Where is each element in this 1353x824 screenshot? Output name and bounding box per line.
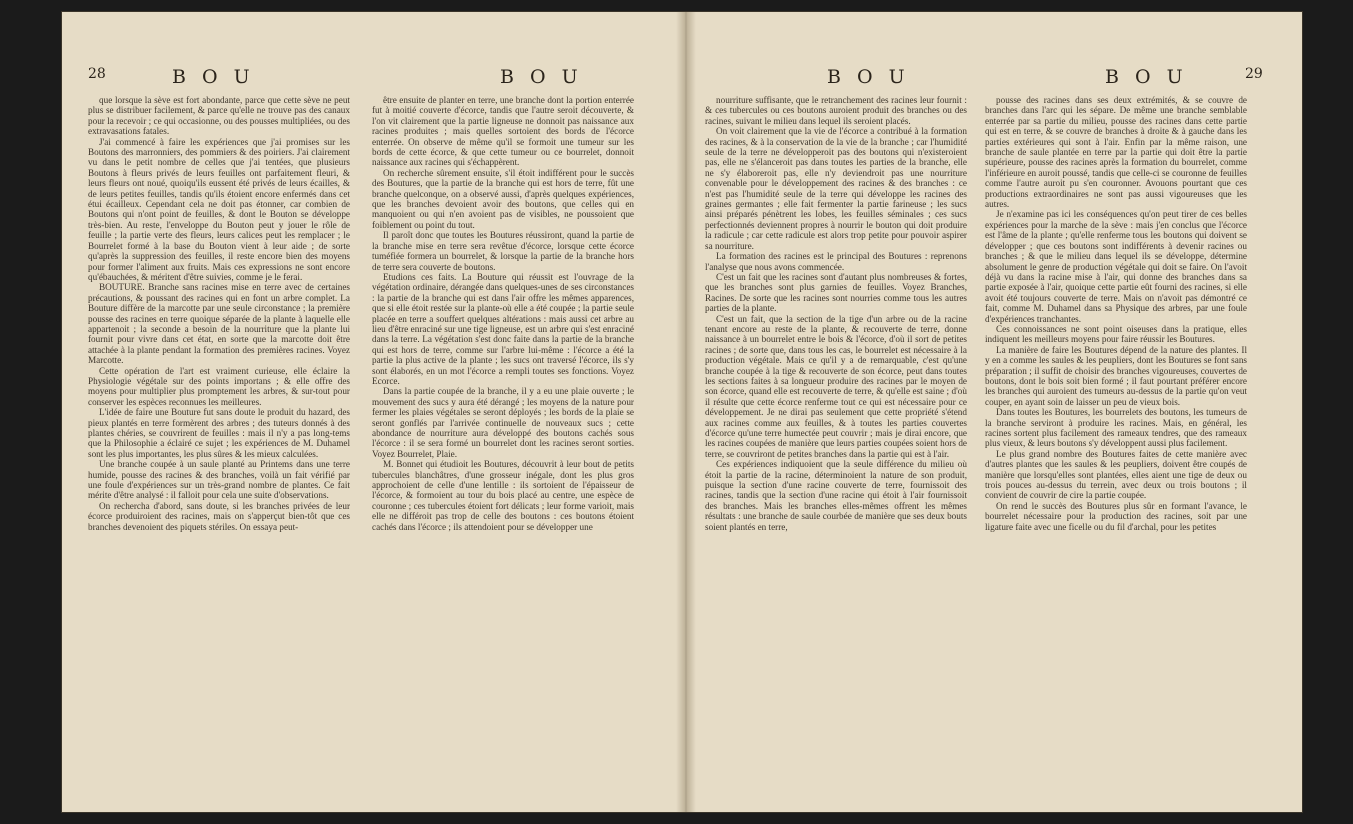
paragraph: Etudions ces faits. La Bouture qui réussit est l'ouvrage de la végétation ordinaire, dérangée dans quelques-unes de ses circonstances : la partie de la branche qui est dans l'air offre les mêmes apparences, que si elle étoit restée sur la plante-où elle a été coupée ; la partie seule placée en terre a souffert quelques altérations : mais aussi cet arbre au lieu d'être enraciné sur une tige ligneuse, est un arbre qui s'est enraciné dans la terre. La végétation s'est donc faite dans la partie de la branche qui est hors de terre, comme sur l'arbre lui-même : l'écorce a été la partie la plus active de la plante ; les sucs ont traversé l'écorce, ils s'y sont élaborés, en un mot l'écorce a rempli toutes ses fonctions. Voyez Ecorce. (372, 271, 634, 386)
running-head: B O U (172, 66, 255, 88)
paragraph: La manière de faire les Boutures dépend de la nature des plantes. Il y en a comme les saules & les peupliers, dont les Boutures se font sans préparation ; il suffit de choisir des branches vigoureuses, couvertes de boutons, dont le bois soit bien formé ; il faut pourtant préférer encore les branches qui auroient des tumeurs au-dessus de la partie qu'on veut couper, en ayant soin de laisser un peu de vieux bois. (985, 344, 1247, 407)
paragraph: Ces expériences indiquoient que la seule différence du milieu où étoit la partie de la racine, déterminoient la nature de son produit, puisque la section d'une racine couverte de terre, fournissoit des racines, tandis que la section d'une racine qui étoit à l'air fournissoit des branches. Mais les branches elles-mêmes offrent les mêmes résultats : une branche de saule courbée de manière que ses deux bouts soient plantés en terre, (705, 459, 967, 532)
paragraph: Dans toutes les Boutures, les bourrelets des boutons, les tumeurs de la branche serviront à produire les racines. Mais, en général, les racines sortent plus facilement des rameaux tendres, que des rameaux plus vieux, & leurs boutons s'y développent aussi plus facilement. (985, 407, 1247, 449)
paragraph: être ensuite de planter en terre, une branche dont la portion enterrée fut à moitié couverte d'écorce, tandis que l'autre seroit découverte, & l'on vit clairement que la partie ligneuse ne donnoit pas naissance aux racines produites ; mais quelles sortoient des bords de l'écorce enterrée. On observe de même qu'il se formoit une tumeur sur les bords de cette écorce, & que cette tumeur ou ce bourrelet, donnoit naissance aux racines qui s'échappèrent. (372, 95, 634, 168)
paragraph: J'ai commencé à faire les expériences que j'ai promises sur les Boutons des marronniers, des pommiers & des poiriers. J'ai clairement vu dans le petit nombre de celles que j'ai tentées, que plusieurs Boutons à fleurs privés de leurs feuilles ont parfaitement fleuri, & leurs fleurs ont noué, quoiqu'ils eussent été privés de leurs écailles, & de leurs petites feuilles, tandis qu'ils étoient encore enfermés dans cet étui écailleux. Cependant cela ne doit pas étonner, car combien de Boutons qui n'ont point de feuilles, & dont le Bouton se développe très-bien. Au reste, l'enveloppe du Bouton peut y jouer le rôle de feuille ; la partie verte des fleurs, leurs calices peut les remplacer ; le Bourrelet formé à la base du Bouton vient à leur aide ; de sorte qu'après la suppression des feuilles, il reste encore bien des moyens pour former l'aliment aux fruits. Mais ces expressions ne sont encore qu'ébauchées, & méritent d'être suivies, comme je le ferai. (88, 136, 350, 282)
text-column (372, 95, 634, 805)
paragraph: Le plus grand nombre des Boutures faites de cette manière avec d'autres plantes que les saules & les peupliers, doivent être coupés de manière que lorsqu'elles sont plantées, elles aient une tige de deux ou trois pouces au-dessus du terrein, avec deux ou trois boutons ; il convient de couvrir de cire la partie coupée. (985, 448, 1247, 501)
book-spread (62, 12, 1302, 812)
running-head: B O U (1105, 66, 1188, 88)
running-head: B O U (827, 66, 910, 88)
text-column (705, 95, 967, 805)
paragraph: que lorsque la sève est fort abondante, parce que cette sève ne peut plus se distribuer facilement, & parce qu'elle ne trouve pas des canaux pour la recevoir ; ce qui occasionne, ou des pousses multipliées, ou des extravasations fatales. (88, 95, 350, 137)
left-page-header (62, 64, 679, 94)
paragraph: pousse des racines dans ses deux extrémités, & se couvre de branches dans l'arc qui les sépare. De même une branche semblable enterrée par sa partie du milieu, pousse des racines dans cette partie qui est en terre, & se couvre de branches à droite & à gauche dans les parties extérieures qui sont à l'air. Enfin par la même raison, une branche de saule plantée en terre par la partie qui doit être la partie supérieure, pousse des racines après la formation du bourrelet, comme l'inférieure en auroit poussé, tandis que celle-ci se couronne de feuilles comme l'autre auroit pu s'en couronner. Avouons pourtant que ces productions extraordinaires ne sont pas aussi vigoureuses que les autres. (985, 95, 1247, 210)
text-column (88, 95, 350, 805)
paragraph: Cette opération de l'art est vraiment curieuse, elle éclaire la Physiologie végétale sur des points importans ; & elle offre des moyens pour multiplier plus promptement les arbres, & sur-tout pour conserver les espèces reconnues les meilleures. (88, 365, 350, 407)
paragraph: On voit clairement que la vie de l'écorce a contribué à la formation des racines, & à la conservation de la vie de la branche ; car l'humidité seule de la terre ne développeroit pas des boutons qui n'existeroient pas, elle ne s'élanceroit pas dans toutes les parties de la branche, elle ne s'y élaboreroit pas, elle n'y deviendroit pas une nourriture convenable pour le développement des racines & des branches : ce n'est pas l'humidité seule de la terre qui développe les racines des graines germantes ; elle fait fermenter la partie farineuse ; les sucs ainsi préparés pénètrent les lobes, les feuilles séminales ; ces sucs perfectionnés deviennent propres à nourrir le bouton qui doit produire la radicule ; car cette radicule est alors trop petite pour pouvoir aspirer sa nourriture. (705, 126, 967, 251)
left-page (62, 12, 679, 812)
paragraph: On recherche sûrement ensuite, s'il étoit indifférent pour le succès des Boutures, que la partie de la branche qui est hors de terre, fût une branche quelconque, on a observé aussi, d'après quelques expériences, que les branches devoient avoir des boutons, que celles qui en manquoient ou qui n'en avoient pas de visibles, ne poussoient que foiblement ou point du tout. (372, 167, 634, 230)
right-page-header (685, 64, 1302, 94)
paragraph: La formation des racines est le principal des Boutures : reprenons l'analyse que nous avons commencée. (705, 251, 967, 272)
paragraph: nourriture suffisante, que le retranchement des racines leur fournit : & ces tubercules ou ces boutons auroient produit des branches ou des racines, suivant le milieu dans lequel ils seroient placés. (705, 95, 967, 126)
running-head: B O U (500, 66, 583, 88)
paragraph: Il paroît donc que toutes les Boutures réussiront, quand la partie de la branche mise en terre sera revêtue d'écorce, lorsque cette écorce tuméfiée formera un bourrelet, & lorsque la partie de la branche hors de terre sera couverte de boutons. (372, 230, 634, 272)
paragraph: Ces connoissances ne sont point oiseuses dans la pratique, elles indiquent les meilleurs moyens pour faire réussir les Boutures. (985, 323, 1247, 345)
paragraph: Je n'examine pas ici les conséquences qu'on peut tirer de ces belles expériences pour la marche de la sève : mais j'en conclus que l'écorce est l'âme de la plante ; qu'elle renferme tous les boutons qui doivent se développer ; que ces boutons sont indifférents à devenir racines ou branches ; & que le milieu dans lequel ils se développe, détermine absolument le genre de production végétale qui doit se faire. On l'avoit déjà vu dans la racine mise à l'air, qui donne des branches dans sa partie exposée à l'air, quoique cette partie eût fourni des racines, si elle avoit été toujours couverte de terre. Mais on n'avoit pas démontré ce fait, comme M. Duhamel dans sa Physique des arbres, par une foule d'expériences tranchantes. (985, 209, 1247, 324)
right-page (685, 12, 1302, 812)
paragraph: M. Bonnet qui étudioit les Boutures, découvrit à leur bout de petits tubercules blanchâtres, d'une grosseur inégale, dont les plus gros approchoient de celle d'une lentille : ils sortoient de l'épaisseur de l'écorce, & formoient au tour du bois placé au centre, une espèce de couronne ; ces tubercules étoient fort délicats ; leur forme varioit, mais elle ne différoit pas trop de celle des boutons : ces boutons étoient cachés dans l'écorce ; ils attendoient pour se développer une (372, 459, 634, 532)
text-column (985, 95, 1247, 805)
paragraph: C'est un fait, que la section de la tige d'un arbre ou de la racine tenant encore au reste de la plante, & recouverte de terre, donne naissance à un bourrelet entre le bois & l'écorce, d'où il sort de petites racines ; de sorte que, dans tous les cas, le bourrelet est nécessaire à la production végétale. Mais ce qu'il y a de remarquable, c'est qu'une branche coupée à la tige & recouverte de son écorce, peut dans toutes les sections faites à sa longueur produire des racines par le moyen de son écorce, quand elle est recouverte de terre, & qu'elle est saine ; d'où il résulte que cette écorce renferme tout ce qui est nécessaire pour ce développement. Je ne dirai pas seulement que cette propriété s'étend aux racines comme aux feuilles, & à toutes les parties couvertes d'écorce qu'une terre humectée peut couvrir ; mais je dirai encore, que les racines coupées de manière que leurs parties coupées soient hors de terre, se couvriront de petites branches dans la partie qui est à l'air. (705, 313, 967, 459)
page-number: 29 (1245, 66, 1263, 82)
paragraph: On rend le succès des Boutures plus sûr en formant l'avance, le bourrelet nécessaire pour la production des racines, soit par une ligature faite avec une ficelle ou du fil d'archal, pour les petites (985, 500, 1247, 532)
paragraph: BOUTURE. Branche sans racines mise en terre avec de certaines précautions, & poussant des racines qui en font un arbre complet. La Bouture diffère de la marcotte par une seule circonstance ; la première pousse des racines en terre quoique séparée de la plante à laquelle elle appartenoit ; la seconde a besoin de la nourriture que la plante lui fournit pour vivre dans cet état, en sorte que la marcotte doit être attachée à la plante pendant la formation des premières racines. Voyez Marcotte. (88, 282, 350, 366)
paragraph: Dans la partie coupée de la branche, il y a eu une plaie ouverte ; le mouvement des sucs y aura été dérangé ; les moyens de la nature pour fermer les plaies végétales se seront déployés ; les bords de la plaie se seront gonflés par l'arrivée continuelle de nouveaux sucs ; cette abondance de nourriture aura développé des boutons cachés sous l'écorce : il se sera formé un bourrelet dont les racines seront sorties. Voyez Bourrelet, Plaie. (372, 386, 634, 459)
paragraph: L'idée de faire une Bouture fut sans doute le produit du hazard, des pieux plantés en terre formèrent des arbres ; des tuteurs donnés à des plantes chéries, se couvrirent de feuilles : mais il n'y a pas long-tems que la Philosophie a éclairé ce sujet ; les expériences de M. Duhamel sont les plus importantes, les plus sûres & les mieux calculées. (88, 407, 350, 459)
page-number: 28 (88, 66, 106, 82)
paragraph: On rechercha d'abord, sans doute, si les branches privées de leur écorce produiroient des racines, mais on s'apperçut bien-tôt que ces branches devenoient des piquets stériles. On essaya peut- (88, 500, 350, 532)
paragraph: Une branche coupée à un saule planté au Printems dans une terre humide, pousse des racines & des branches, voilà un fait vérifié par une foule d'expériences sur un très-grand nombre de plantes. Ce fait mérite d'être analysé : il falloit pour cela une suite d'observations. (88, 459, 350, 501)
paragraph: C'est un fait que les racines sont d'autant plus nombreuses & fortes, que les branches sont plus garnies de feuilles. Voyez Branches, Racines. De sorte que les racines sont nourries comme tous les autres parties de la plante. (705, 271, 967, 314)
